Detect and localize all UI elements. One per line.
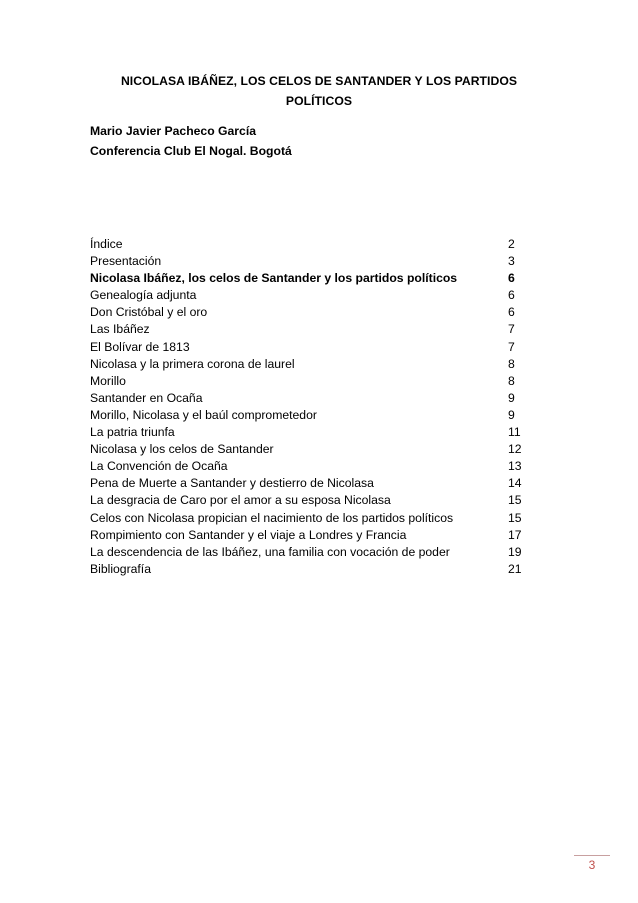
toc-entry-label: Nicolasa Ibáñez, los celos de Santander y los partidos políticos [90, 271, 458, 286]
toc-entry [90, 253, 530, 270]
toc-entry [90, 390, 530, 407]
toc-entry [90, 356, 530, 373]
toc-entry-page: 3 [508, 254, 515, 269]
page-number-rule [574, 855, 610, 856]
toc-entry-page: 9 [508, 390, 515, 405]
toc-entry-page: 7 [508, 322, 515, 337]
toc-entry-page: 15 [508, 493, 522, 508]
toc-entry-label: Don Cristóbal y el oro [90, 305, 208, 320]
document-title [90, 71, 548, 111]
author-block [90, 121, 292, 161]
toc-entry-label: La desgracia de Caro por el amor a su esposa Nicolasa [90, 493, 391, 508]
toc-entry [90, 287, 530, 304]
author-name: Mario Javier Pacheco García [90, 124, 256, 138]
toc-entry-label: Rompimiento con Santander y el viaje a Londres y Francia [90, 527, 407, 542]
toc-entry-page: 12 [508, 442, 522, 457]
toc-entry-page: 9 [508, 407, 515, 422]
toc-entry [90, 270, 530, 287]
table-of-contents [90, 236, 530, 578]
toc-entry-label: Las Ibáñez [90, 322, 150, 337]
document-title-line-2: POLÍTICOS [285, 94, 353, 108]
toc-entry [90, 339, 530, 356]
toc-entry-label: Nicolasa y la primera corona de laurel [90, 356, 295, 371]
toc-entry-page: 8 [508, 356, 515, 371]
toc-entry-page: 6 [508, 271, 515, 286]
toc-entry-label: La Convención de Ocaña [90, 459, 228, 474]
toc-entry-page: 2 [508, 237, 515, 251]
conference-venue: Conferencia Club El Nogal. Bogotá [90, 144, 292, 158]
toc-entry [90, 510, 530, 527]
document-title-line-1: NICOLASA IBÁÑEZ, LOS CELOS DE SANTANDER Y LOS PARTIDOS [120, 74, 518, 88]
toc-entry-label: Nicolasa y los celos de Santander [90, 442, 274, 457]
toc-entry-label: Genealogía adjunta [90, 288, 197, 303]
toc-entry-page: 7 [508, 339, 515, 354]
toc-entry-label: Pena de Muerte a Santander y destierro de Nicolasa [90, 476, 374, 491]
toc-entry-label: La descendencia de las Ibáñez, una familia con vocación de poder [90, 544, 450, 559]
toc-entry-label: Morillo, Nicolasa y el baúl comprometedor [90, 407, 317, 422]
toc-entry [90, 441, 530, 458]
toc-entry-label: Morillo [90, 373, 126, 388]
toc-entry-label: La patria triunfa [90, 425, 175, 440]
toc-entry-label: Santander en Ocaña [90, 390, 203, 405]
toc-entry-page: 21 [508, 561, 522, 576]
toc-entry-label: Bibliografía [90, 561, 151, 576]
toc-entry-label: El Bolívar de 1813 [90, 339, 190, 354]
toc-entry-page: 8 [508, 373, 515, 388]
toc-entry-page: 14 [508, 476, 522, 491]
toc-entry [90, 236, 530, 253]
toc-entry-page: 6 [508, 305, 515, 320]
page-number: 3 [588, 858, 596, 872]
toc-entry-label: Presentación [90, 254, 162, 269]
toc-entry-page: 13 [508, 459, 522, 474]
toc-entry [90, 458, 530, 475]
toc-entry [90, 373, 530, 390]
toc-entry [90, 424, 530, 441]
toc-entry [90, 304, 530, 321]
toc-entry-label: Celos con Nicolasa propician el nacimiento de los partidos políticos [90, 510, 454, 525]
toc-entry-page: 17 [508, 527, 522, 542]
toc-entry [90, 407, 530, 424]
toc-entry [90, 527, 530, 544]
toc-entry [90, 475, 530, 492]
toc-entry [90, 492, 530, 509]
toc-entry-page: 19 [508, 544, 522, 559]
toc-entry-label: Índice [90, 237, 123, 251]
toc-entry [90, 321, 530, 338]
toc-entry-page: 6 [508, 288, 515, 303]
toc-entry [90, 544, 530, 561]
toc-entry-page: 11 [508, 425, 521, 440]
toc-entry-page: 15 [508, 510, 522, 525]
toc-entry [90, 561, 530, 578]
